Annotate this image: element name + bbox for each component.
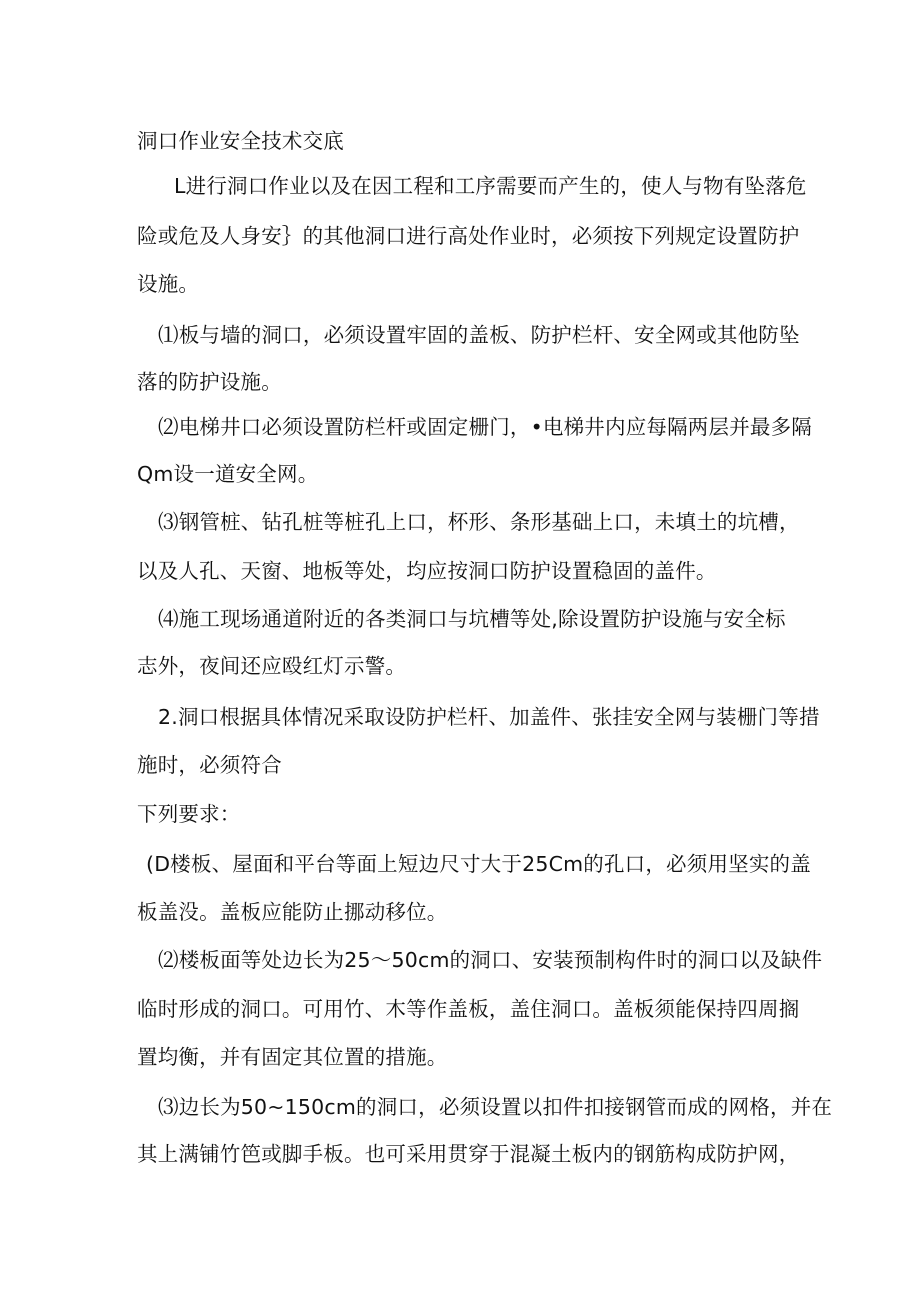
text-line: 板盖没。盖板应能防止挪动移位。	[137, 900, 448, 924]
text-line: 下列要求：	[137, 802, 241, 826]
text-line: 设施。	[137, 272, 200, 296]
text-line: 临时形成的洞口。可用竹、木等作盖板，盖住洞口。盖板须能保持四周搁	[137, 997, 800, 1021]
text-line: Qm设一道安全网。	[137, 462, 319, 486]
text-line: ⑴板与墙的洞口，必须设置牢固的盖板、防护栏杆、安全网或其他防坠	[158, 323, 800, 347]
text-line: 险或危及人身安｝的其他洞口进行高处作业时，必须按下列规定设置防护	[137, 224, 800, 248]
text-line: 施时，必须符合	[137, 753, 282, 777]
text-line: L进行洞口作业以及在因工程和工序需要而产生的，使人与物有坠落危	[174, 174, 807, 198]
text-line: 其上满铺竹笆或脚手板。也可采用贯穿于混凝土板内的钢筋构成防护网，	[137, 1142, 800, 1166]
document-title: 洞口作业安全技术交底	[137, 129, 344, 153]
text-line: 以及人孔、天窗、地板等处，均应按洞口防护设置稳固的盖件。	[137, 559, 717, 583]
text-line: ⑶边长为50~150cm的洞口，必须设置以扣件扣接钢管而成的网格，并在	[158, 1095, 833, 1119]
text-line: ⑷施工现场通道附近的各类洞口与坑槽等处,除设置防护设施与安全标	[158, 607, 786, 631]
text-line: 2.洞口根据具体情况采取设防护栏杆、加盖件、张挂安全网与装栅门等措	[158, 705, 820, 729]
text-line: 置均衡，并有固定其位置的措施。	[137, 1045, 448, 1069]
text-line: ⑵电梯井口必须设置防栏杆或固定栅门，•电梯井内应每隔两层并最多隔	[158, 415, 812, 439]
text-line: 志外，夜间还应殴红灯示警。	[137, 654, 407, 678]
text-line: (D楼板、屋面和平台等面上短边尺寸大于25Cm的孔口，必须用坚实的盖	[146, 852, 811, 876]
text-line: ⑶钢管桩、钻孔桩等桩孔上口，杯形、条形基础上口，未填土的坑槽，	[158, 510, 800, 534]
text-line: 落的防护设施。	[137, 370, 282, 394]
text-line: ⑵楼板面等处边长为25〜50cm的洞口、安装预制构件时的洞口以及缺件	[158, 948, 823, 972]
